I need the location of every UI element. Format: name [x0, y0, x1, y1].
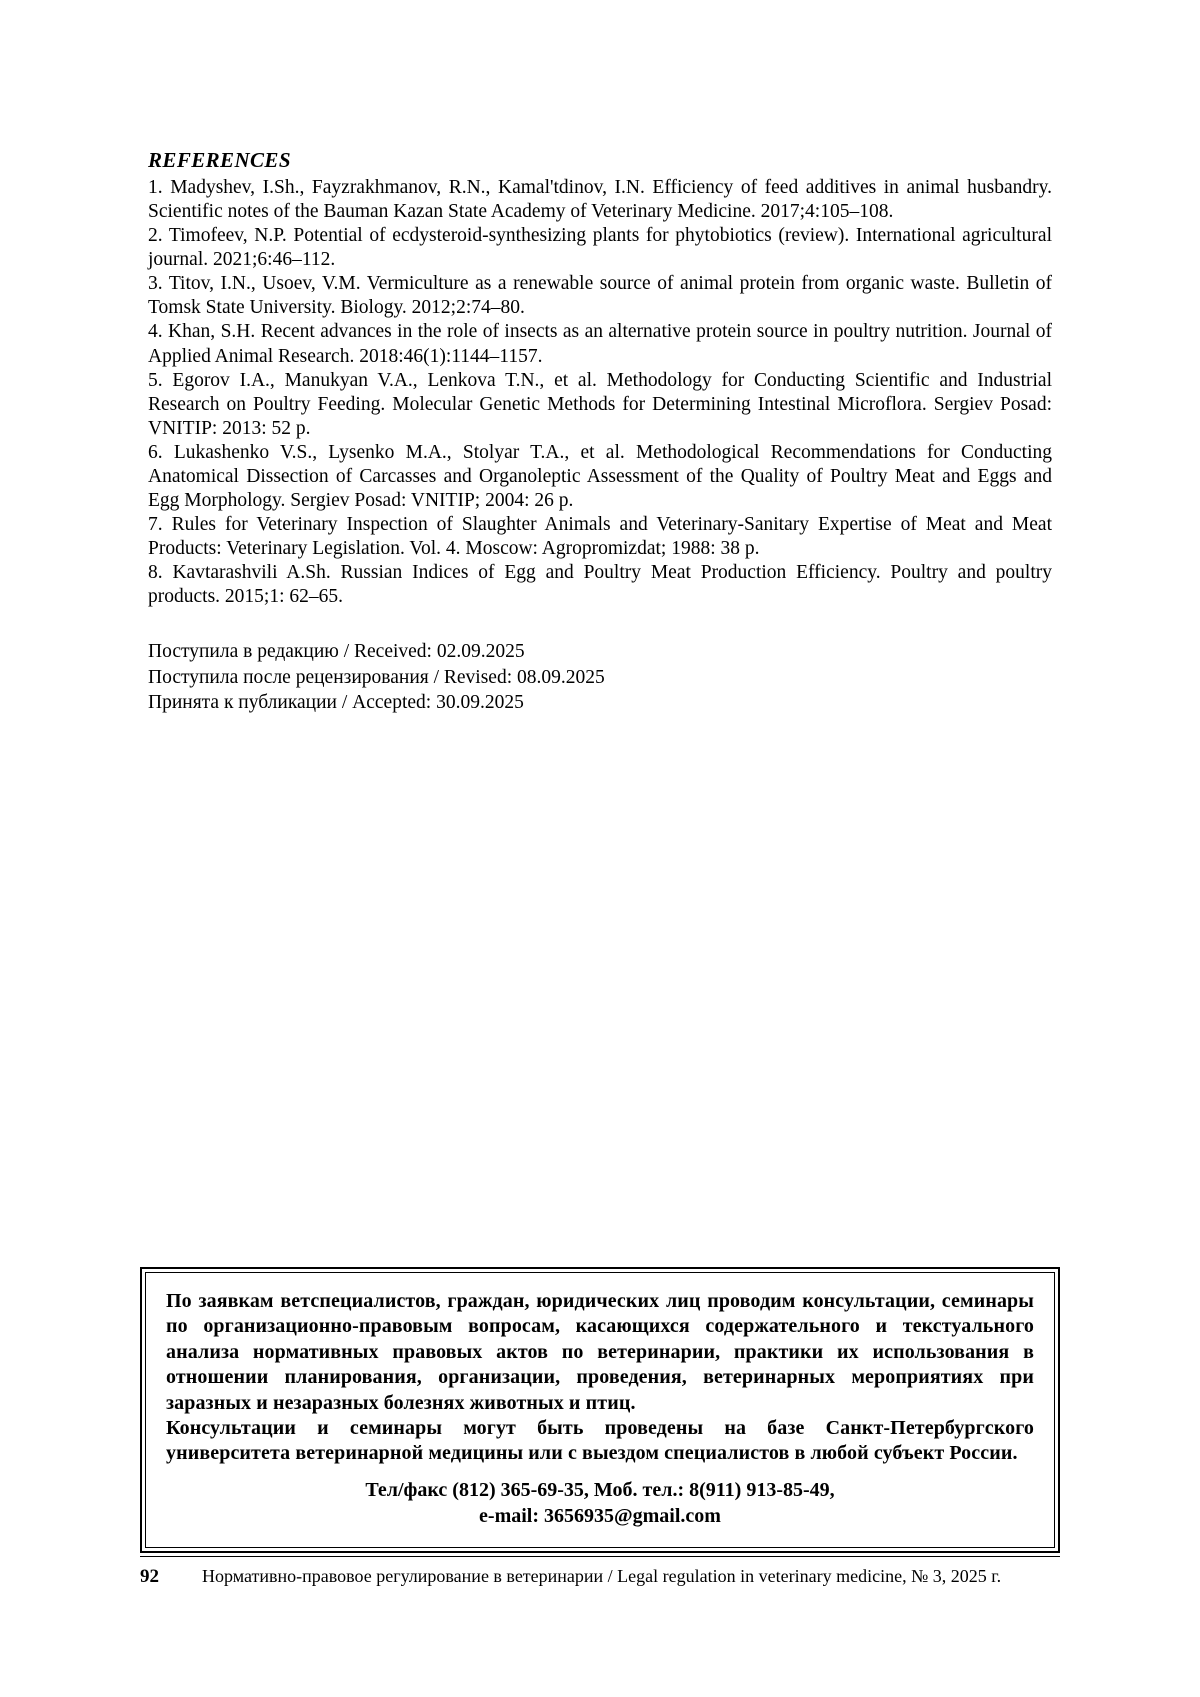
- date-accepted: Принята к публикации / Accepted: 30.09.2025: [148, 692, 524, 714]
- advertisement-paragraph: По заявкам ветспециалистов, граждан, юридических лиц проводим консультации, семинары по организационно-правовым вопросам, касающихся содержательного и текстуального анализа нормативных правовых актов по ветеринарии, практики их использования в отношении планирования, организации, проведения, ветеринарных мероприятиях при заразных и незаразных болезнях животных и птиц.: [166, 1290, 1034, 1414]
- reference-item: 4. Khan, S.H. Recent advances in the role of insects as an alternative protein source in poultry nutrition. Journal of Applied Animal Research. 2018:46(1):1144–1157.: [148, 321, 1052, 367]
- advertisement-paragraph: Консультации и семинары могут быть проведены на базе Санкт-Петербургского университета ветеринарной медицины или с выездом специалистов в любой субъект России.: [166, 1416, 1034, 1465]
- references-heading: REFERENCES: [148, 148, 291, 172]
- advertisement-box-inner: [145, 1272, 1055, 1548]
- advertisement-box: [140, 1267, 1060, 1553]
- page-footer: [140, 1556, 1060, 1588]
- reference-item: 6. Lukashenko V.S., Lysenko M.A., Stolyar T.A., et al. Methodological Recommendations for Conducting Anatomical Dissection of Carcasses and Organoleptic Assessment of the Quality of Poultry Meat and Eggs and Egg Morphology. Sergiev Posad: VNITIP; 2004: 26 p.: [148, 441, 1052, 512]
- article-dates: [148, 639, 1052, 715]
- advertisement-email: e-mail: 3656935@gmail.com: [479, 1504, 721, 1527]
- page-number: 92: [140, 1566, 159, 1587]
- reference-item: 8. Kavtarashvili A.Sh. Russian Indices of Egg and Poultry Meat Production Efficiency. Poultry and poultry products. 2015;1: 62–65.: [148, 562, 1052, 608]
- date-received: Поступила в редакцию / Received: 02.09.2025: [148, 641, 525, 663]
- reference-item: 2. Timofeev, N.P. Potential of ecdysteroid-synthesizing plants for phytobiotics (review). International agricultural journal. 2021;6:46–112.: [148, 225, 1052, 271]
- reference-item: 1. Madyshev, I.Sh., Fayzrakhmanov, R.N., Kamal'tdinov, I.N. Efficiency of feed additives in animal husbandry. Scientific notes of the Bauman Kazan State Academy of Veterinary Medicine. 2017;4:105–108.: [148, 177, 1052, 223]
- advertisement-phone: Тел/факс (812) 365-69-35, Моб. тел.: 8(911) 913-85-49,: [365, 1478, 835, 1501]
- footer-journal-title: Нормативно-правовое регулирование в ветеринарии / Legal regulation in veterinary medicine, № 3, 2025 г.: [202, 1566, 1002, 1586]
- references-section: [148, 148, 1052, 715]
- reference-item: 5. Egorov I.A., Manukyan V.A., Lenkova T.N., et al. Methodology for Conducting Scientific and Industrial Research on Poultry Feeding. Molecular Genetic Methods for Determining Intestinal Microflora. Sergiev Posad: VNITIP: 2013: 52 p.: [148, 369, 1052, 439]
- reference-item: 3. Titov, I.N., Usoev, V.M. Vermiculture as a renewable source of animal protein from organic waste. Bulletin of Tomsk State University. Biology. 2012;2:74–80.: [148, 273, 1052, 319]
- reference-item: 7. Rules for Veterinary Inspection of Slaughter Animals and Veterinary-Sanitary Expertise of Meat and Meat Products: Veterinary Legislation. Vol. 4. Moscow: Agropromizdat; 1988: 38 p.: [148, 514, 1052, 560]
- date-revised: Поступила после рецензирования / Revised: 08.09.2025: [148, 666, 605, 688]
